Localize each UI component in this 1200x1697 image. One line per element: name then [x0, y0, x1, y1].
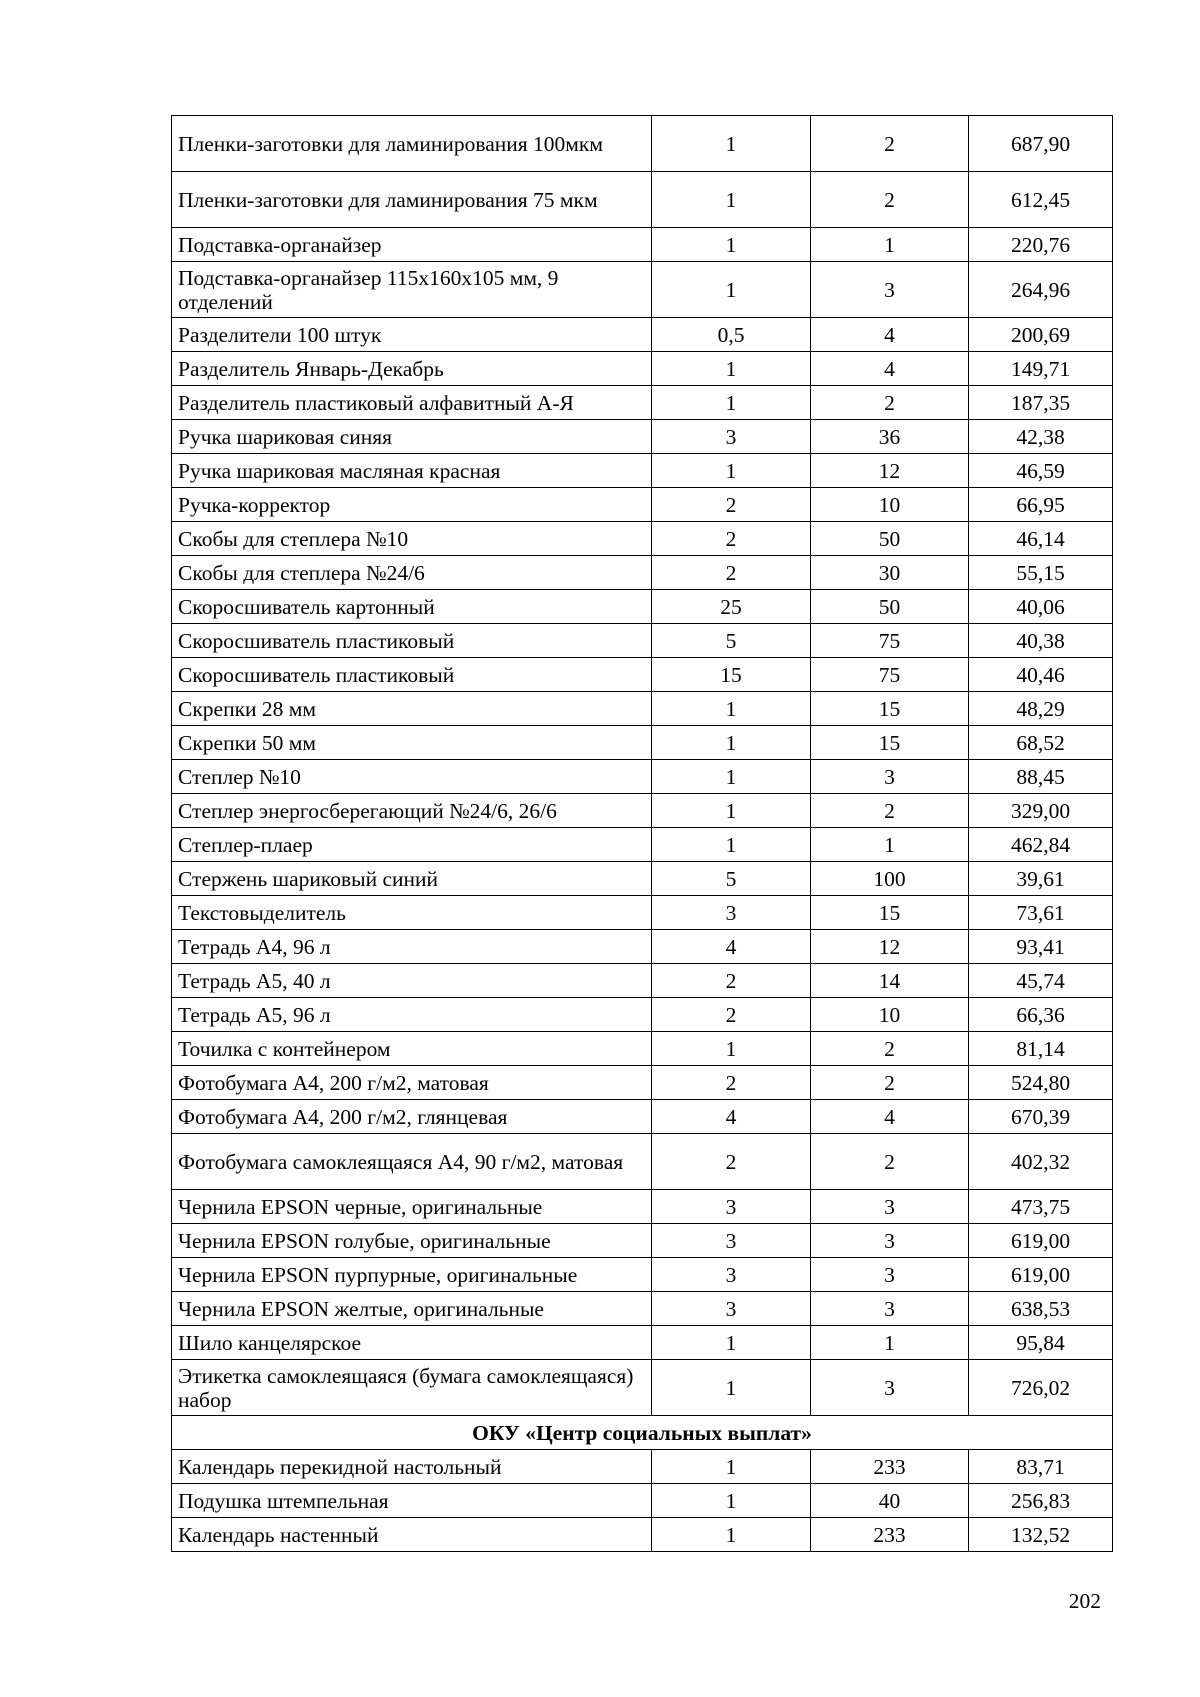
count-cell: 2 — [811, 386, 969, 420]
table-row — [172, 1066, 1113, 1100]
price-cell: 638,53 — [969, 1292, 1113, 1326]
table-row — [172, 1450, 1113, 1484]
table-row — [172, 1134, 1113, 1190]
item-name-cell: Календарь перекидной настольный — [172, 1450, 652, 1484]
count-cell: 12 — [811, 930, 969, 964]
count-cell: 14 — [811, 964, 969, 998]
price-cell: 93,41 — [969, 930, 1113, 964]
count-cell: 233 — [811, 1518, 969, 1552]
item-name-cell: Фотобумага А4, 200 г/м2, глянцевая — [172, 1100, 652, 1134]
count-cell: 1 — [811, 828, 969, 862]
count-cell: 2 — [811, 1066, 969, 1100]
count-cell: 50 — [811, 522, 969, 556]
price-cell: 329,00 — [969, 794, 1113, 828]
quantity-cell: 2 — [652, 1066, 811, 1100]
item-name-cell: Подставка-органайзер 115х160х105 мм, 9 отделений — [172, 262, 652, 318]
price-cell: 524,80 — [969, 1066, 1113, 1100]
item-name-cell: Чернила EPSON пурпурные, оригинальные — [172, 1258, 652, 1292]
quantity-cell: 3 — [652, 1292, 811, 1326]
table-row — [172, 1326, 1113, 1360]
quantity-cell: 4 — [652, 930, 811, 964]
count-cell: 2 — [811, 116, 969, 172]
quantity-cell: 2 — [652, 998, 811, 1032]
item-name-cell: Тетрадь А5, 96 л — [172, 998, 652, 1032]
count-cell: 3 — [811, 1258, 969, 1292]
table-row — [172, 228, 1113, 262]
table-row — [172, 658, 1113, 692]
item-name-cell: Пленки-заготовки для ламинирования 75 мкм — [172, 172, 652, 228]
table-row — [172, 964, 1113, 998]
count-cell: 1 — [811, 228, 969, 262]
count-cell: 40 — [811, 1484, 969, 1518]
count-cell: 2 — [811, 1134, 969, 1190]
table-row — [172, 488, 1113, 522]
price-cell: 45,74 — [969, 964, 1113, 998]
item-name-cell: Скрепки 50 мм — [172, 726, 652, 760]
quantity-cell: 2 — [652, 1134, 811, 1190]
table-row — [172, 556, 1113, 590]
count-cell: 4 — [811, 1100, 969, 1134]
price-cell: 39,61 — [969, 862, 1113, 896]
table-row — [172, 386, 1113, 420]
item-name-cell: Календарь настенный — [172, 1518, 652, 1552]
table-row — [172, 862, 1113, 896]
table-row — [172, 896, 1113, 930]
table-row — [172, 794, 1113, 828]
table-row — [172, 1100, 1113, 1134]
item-name-cell: Степлер энергосберегающий №24/6, 26/6 — [172, 794, 652, 828]
quantity-cell: 1 — [652, 386, 811, 420]
price-cell: 402,32 — [969, 1134, 1113, 1190]
count-cell: 3 — [811, 1360, 969, 1416]
quantity-cell: 5 — [652, 624, 811, 658]
price-cell: 40,38 — [969, 624, 1113, 658]
section-title: ОКУ «Центр социальных выплат» — [172, 1416, 1113, 1450]
table-row — [172, 1032, 1113, 1066]
item-name-cell: Тетрадь А5, 40 л — [172, 964, 652, 998]
item-name-cell: Подушка штемпельная — [172, 1484, 652, 1518]
price-cell: 81,14 — [969, 1032, 1113, 1066]
price-cell: 220,76 — [969, 228, 1113, 262]
price-cell: 42,38 — [969, 420, 1113, 454]
quantity-cell: 2 — [652, 964, 811, 998]
quantity-cell: 1 — [652, 1450, 811, 1484]
quantity-cell: 1 — [652, 262, 811, 318]
item-name-cell: Скоросшиватель пластиковый — [172, 658, 652, 692]
quantity-cell: 1 — [652, 1484, 811, 1518]
quantity-cell: 25 — [652, 590, 811, 624]
item-name-cell: Точилка с контейнером — [172, 1032, 652, 1066]
count-cell: 75 — [811, 658, 969, 692]
price-cell: 68,52 — [969, 726, 1113, 760]
count-cell: 50 — [811, 590, 969, 624]
quantity-cell: 1 — [652, 1518, 811, 1552]
price-cell: 40,46 — [969, 658, 1113, 692]
table-row — [172, 318, 1113, 352]
quantity-cell: 1 — [652, 172, 811, 228]
quantity-cell: 2 — [652, 556, 811, 590]
count-cell: 3 — [811, 1224, 969, 1258]
item-name-cell: Подставка-органайзер — [172, 228, 652, 262]
item-name-cell: Пленки-заготовки для ламинирования 100мкм — [172, 116, 652, 172]
price-cell: 264,96 — [969, 262, 1113, 318]
price-cell: 200,69 — [969, 318, 1113, 352]
price-cell: 149,71 — [969, 352, 1113, 386]
count-cell: 3 — [811, 262, 969, 318]
quantity-cell: 3 — [652, 1190, 811, 1224]
price-cell: 95,84 — [969, 1326, 1113, 1360]
supplies-table-body — [172, 116, 1113, 1552]
quantity-cell: 1 — [652, 692, 811, 726]
supplies-table — [171, 115, 1113, 1552]
quantity-cell: 1 — [652, 352, 811, 386]
quantity-cell: 0,5 — [652, 318, 811, 352]
item-name-cell: Текстовыделитель — [172, 896, 652, 930]
count-cell: 10 — [811, 998, 969, 1032]
price-cell: 670,39 — [969, 1100, 1113, 1134]
price-cell: 462,84 — [969, 828, 1113, 862]
count-cell: 3 — [811, 1190, 969, 1224]
quantity-cell: 1 — [652, 228, 811, 262]
table-row — [172, 930, 1113, 964]
table-row — [172, 998, 1113, 1032]
price-cell: 619,00 — [969, 1258, 1113, 1292]
item-name-cell: Скобы для степлера №10 — [172, 522, 652, 556]
quantity-cell: 2 — [652, 488, 811, 522]
quantity-cell: 1 — [652, 828, 811, 862]
price-cell: 619,00 — [969, 1224, 1113, 1258]
quantity-cell: 3 — [652, 1224, 811, 1258]
quantity-cell: 3 — [652, 896, 811, 930]
item-name-cell: Разделитель пластиковый алфавитный А-Я — [172, 386, 652, 420]
item-name-cell: Чернила EPSON желтые, оригинальные — [172, 1292, 652, 1326]
count-cell: 15 — [811, 726, 969, 760]
price-cell: 66,95 — [969, 488, 1113, 522]
count-cell: 15 — [811, 896, 969, 930]
price-cell: 132,52 — [969, 1518, 1113, 1552]
table-row — [172, 1190, 1113, 1224]
price-cell: 187,35 — [969, 386, 1113, 420]
item-name-cell: Шило канцелярское — [172, 1326, 652, 1360]
table-row — [172, 692, 1113, 726]
table-row — [172, 624, 1113, 658]
item-name-cell: Скоросшиватель пластиковый — [172, 624, 652, 658]
table-row — [172, 590, 1113, 624]
count-cell: 75 — [811, 624, 969, 658]
quantity-cell: 5 — [652, 862, 811, 896]
table-row — [172, 1292, 1113, 1326]
price-cell: 48,29 — [969, 692, 1113, 726]
count-cell: 15 — [811, 692, 969, 726]
section-header-row — [172, 1416, 1113, 1450]
count-cell: 100 — [811, 862, 969, 896]
item-name-cell: Тетрадь А4, 96 л — [172, 930, 652, 964]
price-cell: 55,15 — [969, 556, 1113, 590]
item-name-cell: Ручка шариковая синяя — [172, 420, 652, 454]
item-name-cell: Ручка шариковая масляная красная — [172, 454, 652, 488]
price-cell: 66,36 — [969, 998, 1113, 1032]
table-row — [172, 420, 1113, 454]
table-row — [172, 828, 1113, 862]
count-cell: 30 — [811, 556, 969, 590]
price-cell: 687,90 — [969, 116, 1113, 172]
table-row — [172, 262, 1113, 318]
item-name-cell: Скобы для степлера №24/6 — [172, 556, 652, 590]
price-cell: 46,59 — [969, 454, 1113, 488]
quantity-cell: 3 — [652, 1258, 811, 1292]
item-name-cell: Чернила EPSON черные, оригинальные — [172, 1190, 652, 1224]
quantity-cell: 1 — [652, 726, 811, 760]
table-row — [172, 172, 1113, 228]
item-name-cell: Ручка-корректор — [172, 488, 652, 522]
table-row — [172, 352, 1113, 386]
table-row — [172, 1360, 1113, 1416]
quantity-cell: 15 — [652, 658, 811, 692]
table-row — [172, 116, 1113, 172]
table-row — [172, 760, 1113, 794]
item-name-cell: Разделители 100 штук — [172, 318, 652, 352]
price-cell: 473,75 — [969, 1190, 1113, 1224]
count-cell: 233 — [811, 1450, 969, 1484]
item-name-cell: Скрепки 28 мм — [172, 692, 652, 726]
table-row — [172, 1484, 1113, 1518]
price-cell: 73,61 — [969, 896, 1113, 930]
quantity-cell: 1 — [652, 760, 811, 794]
table-row — [172, 522, 1113, 556]
quantity-cell: 3 — [652, 420, 811, 454]
table-row — [172, 1258, 1113, 1292]
count-cell: 12 — [811, 454, 969, 488]
table-row — [172, 726, 1113, 760]
item-name-cell: Скоросшиватель картонный — [172, 590, 652, 624]
quantity-cell: 4 — [652, 1100, 811, 1134]
table-row — [172, 454, 1113, 488]
item-name-cell: Стержень шариковый синий — [172, 862, 652, 896]
count-cell: 3 — [811, 760, 969, 794]
quantity-cell: 1 — [652, 116, 811, 172]
quantity-cell: 2 — [652, 522, 811, 556]
quantity-cell: 1 — [652, 1360, 811, 1416]
price-cell: 46,14 — [969, 522, 1113, 556]
item-name-cell: Степлер-плаер — [172, 828, 652, 862]
quantity-cell: 1 — [652, 1326, 811, 1360]
item-name-cell: Разделитель Январь-Декабрь — [172, 352, 652, 386]
price-cell: 612,45 — [969, 172, 1113, 228]
quantity-cell: 1 — [652, 454, 811, 488]
table-row — [172, 1224, 1113, 1258]
item-name-cell: Чернила EPSON голубые, оригинальные — [172, 1224, 652, 1258]
count-cell: 10 — [811, 488, 969, 522]
count-cell: 3 — [811, 1292, 969, 1326]
quantity-cell: 1 — [652, 794, 811, 828]
quantity-cell: 1 — [652, 1032, 811, 1066]
price-cell: 726,02 — [969, 1360, 1113, 1416]
count-cell: 4 — [811, 352, 969, 386]
table-row — [172, 1518, 1113, 1552]
count-cell: 2 — [811, 1032, 969, 1066]
item-name-cell: Фотобумага А4, 200 г/м2, матовая — [172, 1066, 652, 1100]
count-cell: 4 — [811, 318, 969, 352]
price-cell: 83,71 — [969, 1450, 1113, 1484]
item-name-cell: Степлер №10 — [172, 760, 652, 794]
price-cell: 40,06 — [969, 590, 1113, 624]
count-cell: 2 — [811, 794, 969, 828]
page-number: 202 — [1068, 1589, 1101, 1613]
price-cell: 256,83 — [969, 1484, 1113, 1518]
count-cell: 2 — [811, 172, 969, 228]
count-cell: 36 — [811, 420, 969, 454]
price-cell: 88,45 — [969, 760, 1113, 794]
item-name-cell: Фотобумага самоклеящаяся А4, 90 г/м2, матовая — [172, 1134, 652, 1190]
count-cell: 1 — [811, 1326, 969, 1360]
item-name-cell: Этикетка самоклеящаяся (бумага самоклеящаяся) набор — [172, 1360, 652, 1416]
